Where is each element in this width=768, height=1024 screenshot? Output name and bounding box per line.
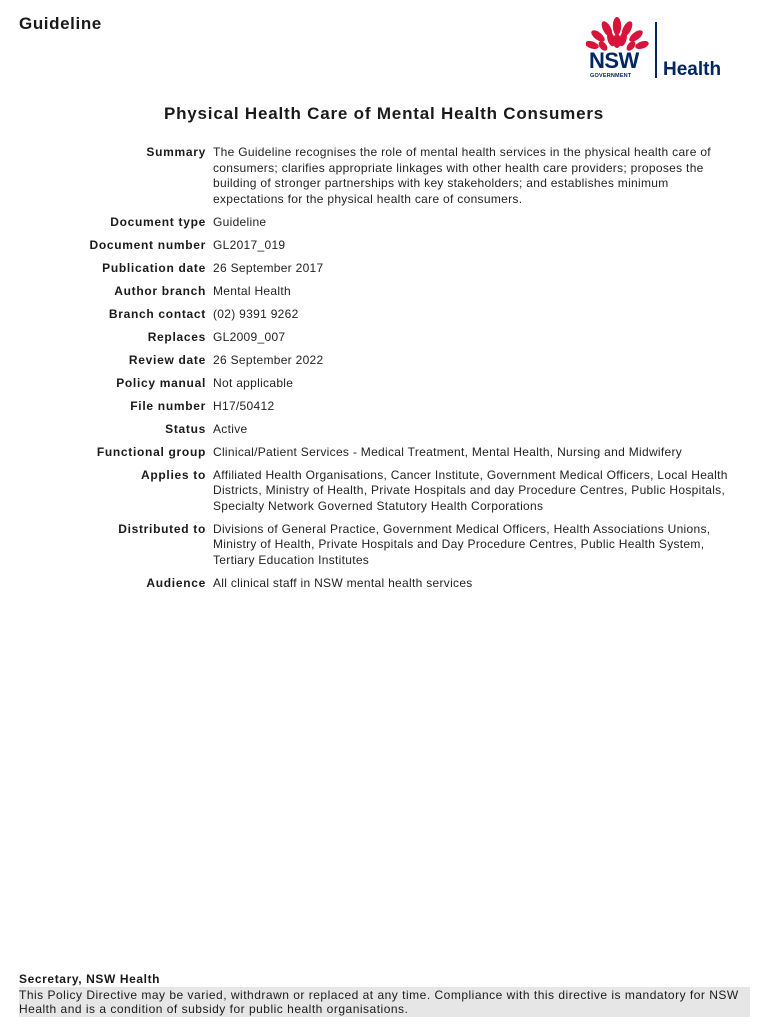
field-value: Mental Health: [213, 283, 291, 298]
field-value: Guideline: [213, 214, 267, 229]
field-label: Policy manual: [116, 375, 206, 390]
field-label: File number: [130, 398, 206, 413]
document-details-table: [70, 145, 730, 599]
field-value: All clinical staff in NSW mental health services: [213, 575, 473, 590]
field-row: [70, 422, 730, 445]
field-value: GL2017_019: [213, 237, 286, 252]
field-row: [70, 576, 730, 599]
nsw-wordmark: NSW: [589, 48, 639, 73]
field-value: Not applicable: [213, 375, 294, 390]
field-label: Document type: [110, 214, 206, 229]
field-row: [70, 468, 730, 522]
field-value: H17/50412: [213, 398, 275, 413]
field-label: Document number: [89, 237, 206, 252]
field-label: Audience: [146, 575, 206, 590]
field-value: Clinical/Patient Services - Medical Treatment, Mental Health, Nursing and Midwifery: [213, 444, 683, 459]
government-wordmark: GOVERNMENT: [590, 73, 632, 79]
field-row: [70, 399, 730, 422]
field-label: Publication date: [102, 260, 206, 275]
field-value: GL2009_007: [213, 329, 286, 344]
health-wordmark: Health: [663, 59, 722, 80]
field-value: 26 September 2022: [213, 352, 324, 367]
field-value: The Guideline recognises the role of mental health services in the physical health care of consumers; clarifies appropriate linkages with other health care providers; proposes the building of stronger partnerships with key stakeholders; and establishes minimum expectations for the physical health care of consumers.: [213, 145, 711, 206]
page-title: Physical Health Care of Mental Health Consumers: [163, 104, 605, 123]
field-row: [70, 145, 730, 215]
footer: [19, 971, 750, 1017]
field-label: Branch contact: [108, 306, 206, 321]
signatory: Secretary, NSW Health: [19, 972, 161, 986]
field-label: Distributed to: [118, 521, 206, 536]
field-label: Review date: [128, 352, 206, 367]
field-label: Summary: [146, 145, 206, 159]
field-value: (02) 9391 9262: [213, 306, 299, 321]
document-type-label: Guideline: [19, 14, 102, 33]
field-row: [70, 307, 730, 330]
field-row: [70, 445, 730, 468]
field-value: 26 September 2017: [213, 260, 324, 275]
field-row: [70, 522, 730, 576]
field-row: [70, 284, 730, 307]
field-row: [70, 330, 730, 353]
field-row: [70, 353, 730, 376]
field-row: [70, 215, 730, 238]
field-value: Divisions of General Practice, Government Medical Officers, Health Associations Unions, Ministry of Health, Private Hospitals and Day Procedure Centres, Public Health System, Tertiary Education Institutes: [213, 521, 711, 567]
field-label: Replaces: [147, 329, 206, 344]
field-row: [70, 376, 730, 399]
nsw-health-logo: [586, 16, 736, 82]
field-label: Functional group: [96, 444, 206, 459]
field-label: Status: [165, 421, 206, 436]
field-row: [70, 238, 730, 261]
field-value: Active: [213, 421, 248, 436]
field-value: Affiliated Health Organisations, Cancer Institute, Government Medical Officers, Local Health Districts, Ministry of Health, Private Hospitals and day Procedure Centres, Public Hospitals, Specialty Network Governed Statutory Health Corporations: [213, 467, 728, 513]
field-label: Author branch: [114, 283, 206, 298]
field-label: Applies to: [140, 467, 206, 482]
field-row: [70, 261, 730, 284]
compliance-note: This Policy Directive may be varied, withdrawn or replaced at any time. Compliance with this directive is mandatory for NSW Health and is a condition of subsidy for public health organisations.: [19, 987, 750, 1017]
